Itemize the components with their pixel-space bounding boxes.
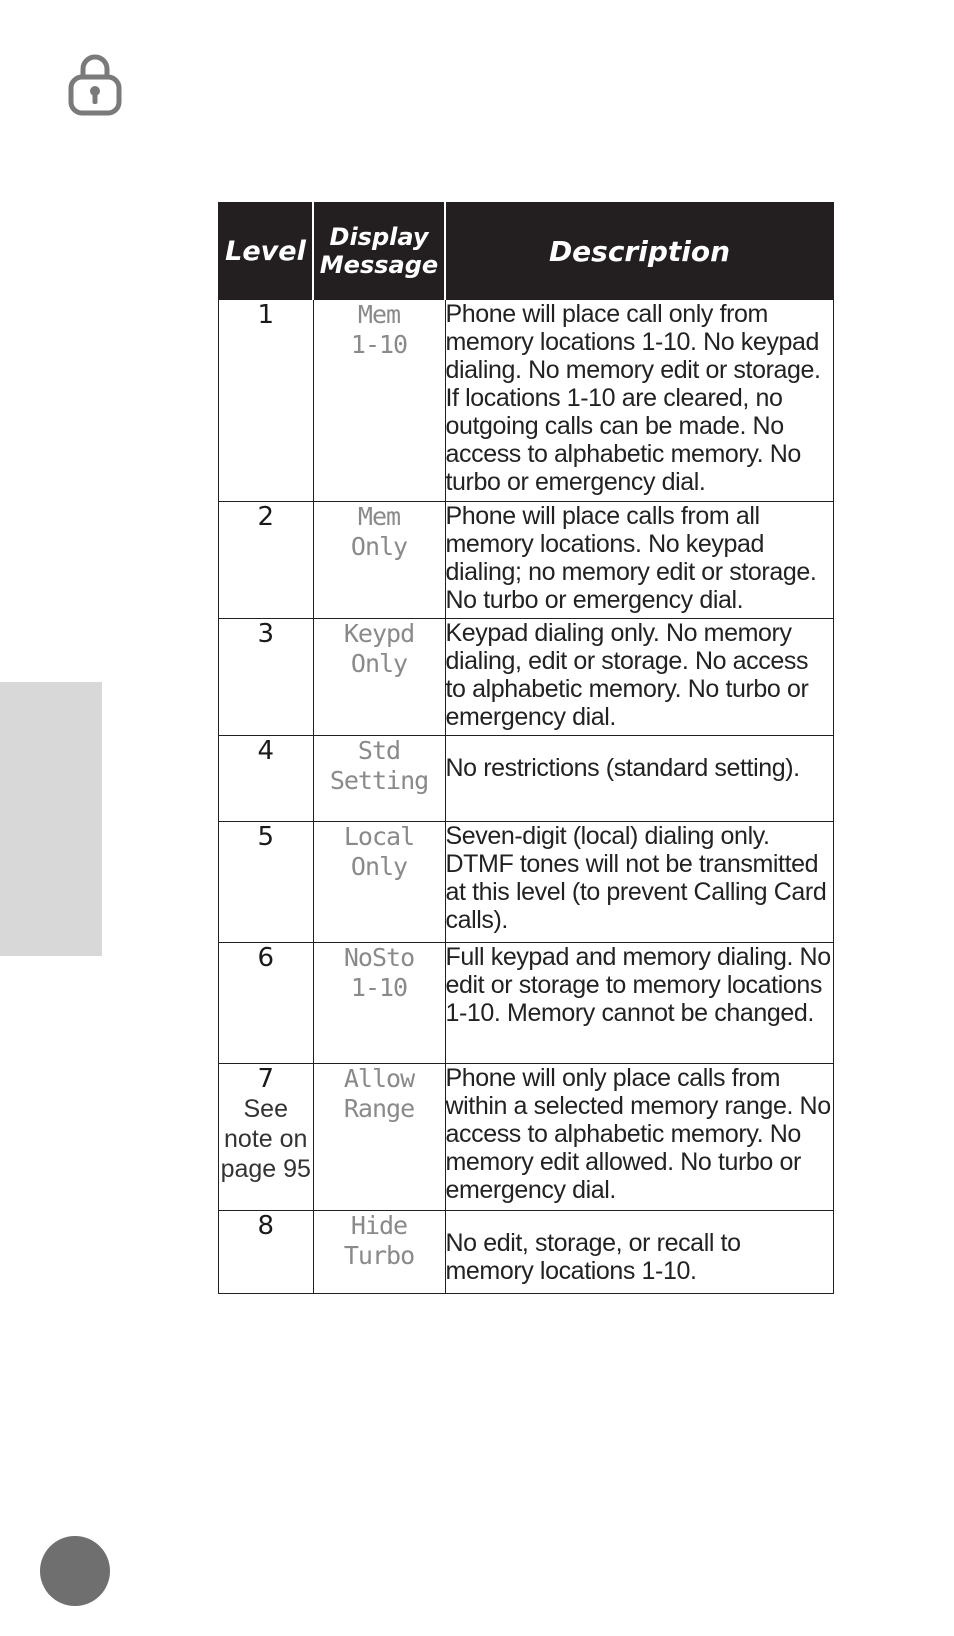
display-line2: Only	[350, 532, 408, 561]
display-line1: Std	[357, 736, 401, 765]
header-description: Description	[445, 203, 834, 300]
level-number: 2	[257, 502, 275, 532]
description-cell: No edit, storage, or recall to memory locations 1-10.	[445, 1211, 834, 1294]
display-message-cell	[313, 1211, 445, 1294]
table-row	[219, 502, 834, 619]
display-message-cell	[313, 736, 445, 822]
level-number: 6	[257, 943, 275, 973]
level-note: See note on page 95	[220, 1095, 311, 1183]
page-marker-dot	[40, 1536, 110, 1606]
level-cell	[219, 300, 314, 502]
display-line1: Hide	[350, 1211, 408, 1240]
description-cell: Phone will only place calls from within a selected memory range. No access to alphabetic memory. No memory edit allowed. No turbo or emergency dial.	[445, 1064, 834, 1211]
table-row	[219, 736, 834, 822]
display-line2: Turbo	[343, 1241, 415, 1270]
level-cell	[219, 1064, 314, 1211]
header-display-line1: Display	[329, 223, 429, 251]
table-row	[219, 822, 834, 943]
level-number: 8	[257, 1211, 275, 1241]
table-row	[219, 1211, 834, 1294]
level-number: 5	[257, 822, 275, 852]
description-cell: Phone will place calls from all memory locations. No keypad dialing; no memory edit or storage. No turbo or emergency dial.	[445, 502, 834, 619]
section-tab	[0, 682, 102, 956]
level-number: 4	[257, 736, 275, 766]
table-row	[219, 300, 834, 502]
level-cell	[219, 1211, 314, 1294]
level-number: 7	[257, 1064, 275, 1094]
description-cell: Phone will place call only from memory locations 1-10. No keypad dialing. No memory edit or storage. If locations 1-10 are cleared, no outgoing calls can be made. No access to alphabetic memory. No turbo or emergency dial.	[445, 300, 834, 502]
header-display-message	[313, 203, 445, 300]
lock-levels-table	[218, 202, 834, 1294]
table-header-row	[219, 203, 834, 300]
display-line2: 1-10	[350, 330, 408, 359]
display-line1: Local	[343, 822, 415, 851]
display-line1: Mem	[357, 300, 401, 329]
header-level: Level	[219, 203, 314, 300]
display-line2: Range	[343, 1094, 415, 1123]
display-line2: 1-10	[350, 973, 408, 1002]
display-line2: Only	[350, 649, 408, 678]
header-display-line2: Message	[319, 251, 439, 279]
display-line2: Setting	[329, 766, 429, 795]
table-row	[219, 943, 834, 1064]
display-message-cell	[313, 502, 445, 619]
table-row	[219, 619, 834, 736]
display-line1: Mem	[357, 502, 401, 531]
lock-icon	[68, 50, 122, 116]
level-cell	[219, 502, 314, 619]
table-row	[219, 1064, 834, 1211]
display-line1: Keypd	[343, 619, 415, 648]
display-line1: Allow	[343, 1064, 415, 1093]
display-message-cell	[313, 1064, 445, 1211]
level-cell	[219, 736, 314, 822]
level-number: 3	[257, 619, 275, 649]
display-message-cell	[313, 822, 445, 943]
display-message-cell	[313, 943, 445, 1064]
display-line2: Only	[350, 852, 408, 881]
display-message-cell	[313, 619, 445, 736]
level-cell	[219, 619, 314, 736]
level-cell	[219, 943, 314, 1064]
description-cell: Seven-digit (local) dialing only. DTMF tones will not be transmitted at this level (to prevent Calling Card calls).	[445, 822, 834, 943]
level-number: 1	[257, 300, 275, 330]
level-cell	[219, 822, 314, 943]
display-message-cell	[313, 300, 445, 502]
description-cell: Keypad dialing only. No memory dialing, edit or storage. No access to alphabetic memory. No turbo or emergency dial.	[445, 619, 834, 736]
display-line1: NoSto	[343, 943, 415, 972]
description-cell: No restrictions (standard setting).	[445, 736, 834, 822]
description-cell: Full keypad and memory dialing. No edit or storage to memory locations 1-10. Memory cannot be changed.	[445, 943, 834, 1064]
